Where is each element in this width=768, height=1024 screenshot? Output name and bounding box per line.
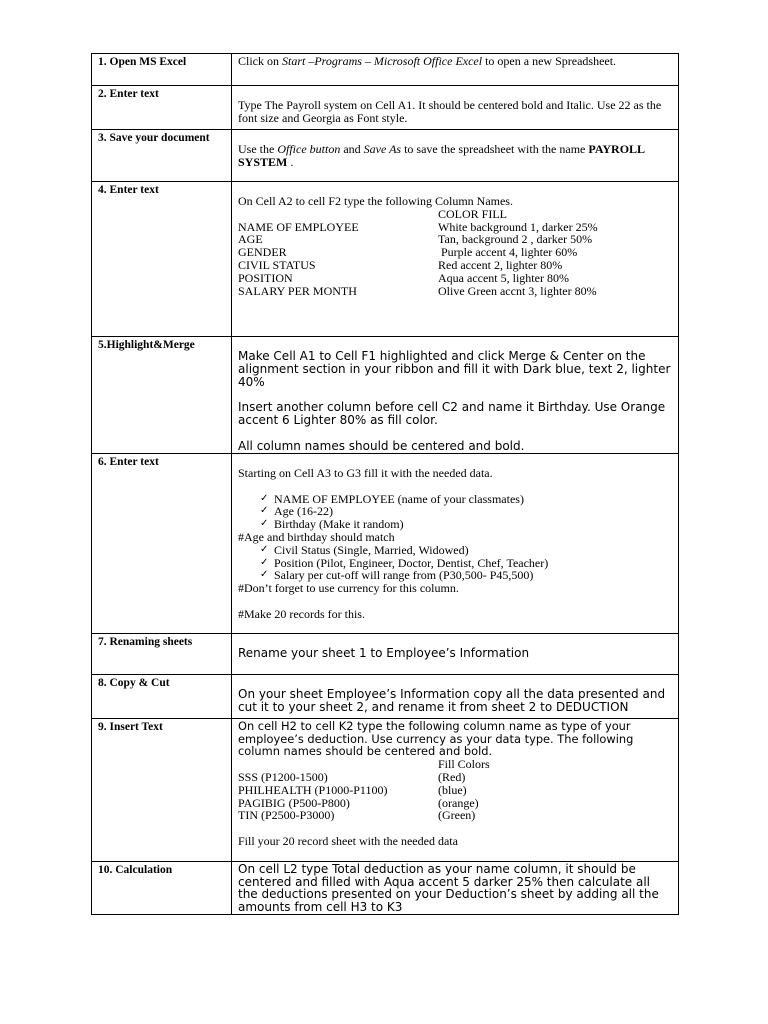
list-item: AGE Tan, background 2 , darker 50% <box>238 232 593 247</box>
instruction-text: . <box>287 154 294 169</box>
data-field-list <box>238 544 672 582</box>
instruction-text: to save the spreadsheet with the name <box>401 142 589 156</box>
table-row <box>92 453 679 633</box>
office-button-term: Office button <box>277 142 341 156</box>
data-field-list <box>238 493 672 531</box>
step-instruction <box>232 86 679 130</box>
instruction-text: to open a new Spreadsheet. <box>482 54 617 68</box>
step-instruction <box>232 674 679 718</box>
list-item: PHILHEALTH (P1000-P1100) (blue) <box>238 782 467 797</box>
step-label: 8. Copy & Cut <box>92 674 232 718</box>
list-item: ✓ Age (16-22) <box>260 504 333 519</box>
instruction-text: On your sheet Employee’s Information copy all the data presented and cut it to your sheet 2, and rename it from sheet 2 to DEDUCTION <box>238 686 666 714</box>
step-instruction <box>232 861 679 914</box>
step-label: 6. Enter text <box>92 453 232 633</box>
instruction-text: Fill your 20 record sheet with the needed data <box>238 834 458 849</box>
step-instruction <box>232 54 679 86</box>
list-item: POSITION Aqua accent 5, lighter 80% <box>238 270 569 285</box>
table-row <box>92 633 679 674</box>
list-item: ✓ Civil Status (Single, Married, Widowed) <box>260 542 469 557</box>
instruction-text: On cell H2 to cell K2 type the following column name as type of your employee’s deduction. Use currency as your data type. The following column names should be centered and bold. <box>238 718 634 759</box>
list-item: ✓ Salary per cut-off will range from (P30,500- P45,500) <box>260 568 534 583</box>
step-label: 1. Open MS Excel <box>92 54 232 86</box>
save-as-term: Save As <box>363 142 402 156</box>
instruction-text: Starting on Cell A3 to G3 fill it with the needed data. <box>238 465 493 480</box>
note-text: #Make 20 records for this. <box>238 606 365 621</box>
table-row <box>92 182 679 337</box>
check-icon: ✓ <box>260 569 269 581</box>
list-item: SSS (P1200-1500) (Red) <box>238 769 466 784</box>
instruction-text: Use the <box>238 142 278 156</box>
step-instruction <box>232 453 679 633</box>
instruction-text: Make Cell A1 to Cell F1 highlighted and click Merge & Center on the alignment section in your ribbon and fill it with Dark blue, text 2, lighter 40% <box>238 349 671 389</box>
check-icon: ✓ <box>260 556 269 568</box>
instruction-text: Insert another column before cell C2 and name it Birthday. Use Orange accent 6 Lighter 80% as fill color. <box>238 400 666 428</box>
step-instruction <box>232 718 679 861</box>
list-item: NAME OF EMPLOYEE White background 1, darker 25% <box>238 219 598 234</box>
instruction-text: and <box>340 142 364 156</box>
table-row <box>92 861 679 914</box>
instruction-text: On cell L2 type Total deduction as your name column, it should be centered and filled with Aqua accent 5 darker 25% then calculate all the deductions presented on your Deduction’s sheet by adding all the amounts from cell H3 to K3 <box>238 861 659 915</box>
instruction-text: Type The Payroll system on Cell A1. It should be centered bold and Italic. Use 22 as the font size and Georgia as Font style. <box>238 98 662 125</box>
step-label: 4. Enter text <box>92 182 232 337</box>
table-row <box>92 130 679 182</box>
list-item: ✓ Position (Pilot, Engineer, Doctor, Dentist, Chef, Teacher) <box>260 555 549 570</box>
step-label: 2. Enter text <box>92 86 232 130</box>
list-item: GENDER Purple accent 4, lighter 60% <box>238 245 578 260</box>
list-item: SALARY PER MONTH Olive Green accnt 3, lighter 80% <box>238 283 597 298</box>
table-row <box>92 54 679 86</box>
check-icon: ✓ <box>260 543 269 555</box>
file-name: PAYROLL SYSTEM <box>238 142 645 169</box>
list-item: PAGIBIG (P500-P800) (orange) <box>238 795 479 810</box>
table-row <box>92 86 679 130</box>
instruction-text: All column names should be centered and bold. <box>238 438 525 453</box>
table-row <box>92 718 679 861</box>
step-label: 7. Renaming sheets <box>92 633 232 674</box>
list-item: CIVIL STATUS Red accent 2, lighter 80% <box>238 257 563 272</box>
instruction-text: Click on <box>238 54 282 68</box>
step-instruction <box>232 130 679 182</box>
step-instruction <box>232 633 679 674</box>
list-item: TIN (P2500-P3000) (Green) <box>238 808 476 823</box>
instruction-text: Rename your sheet 1 to Employee’s Information <box>238 645 530 660</box>
table-row <box>92 337 679 454</box>
note-text: #Don’t forget to use currency for this column. <box>238 581 459 596</box>
step-label: 3. Save your document <box>92 130 232 182</box>
list-item: ✓ NAME OF EMPLOYEE (name of your classmates) <box>260 491 524 506</box>
table-row <box>92 674 679 718</box>
step-label: 5.Highlight&Merge <box>92 337 232 454</box>
menu-path: Start –Programs – Microsoft Office Excel <box>282 54 483 68</box>
step-instruction <box>232 337 679 454</box>
step-instruction <box>232 182 679 337</box>
list-item: ✓ Birthday (Make it random) <box>260 517 404 532</box>
check-icon: ✓ <box>260 492 269 504</box>
check-icon: ✓ <box>260 505 269 517</box>
instruction-text: On Cell A2 to cell F2 type the following Column Names. <box>238 194 513 208</box>
note-text: #Age and birthday should match <box>238 529 395 544</box>
fill-colors-header: Fill Colors <box>438 757 490 772</box>
step-label: 10. Calculation <box>92 861 232 914</box>
step-label: 9. Insert Text <box>92 718 232 861</box>
color-fill-header: COLOR FILL <box>438 206 507 221</box>
instructions-table <box>91 53 679 915</box>
check-icon: ✓ <box>260 518 269 530</box>
